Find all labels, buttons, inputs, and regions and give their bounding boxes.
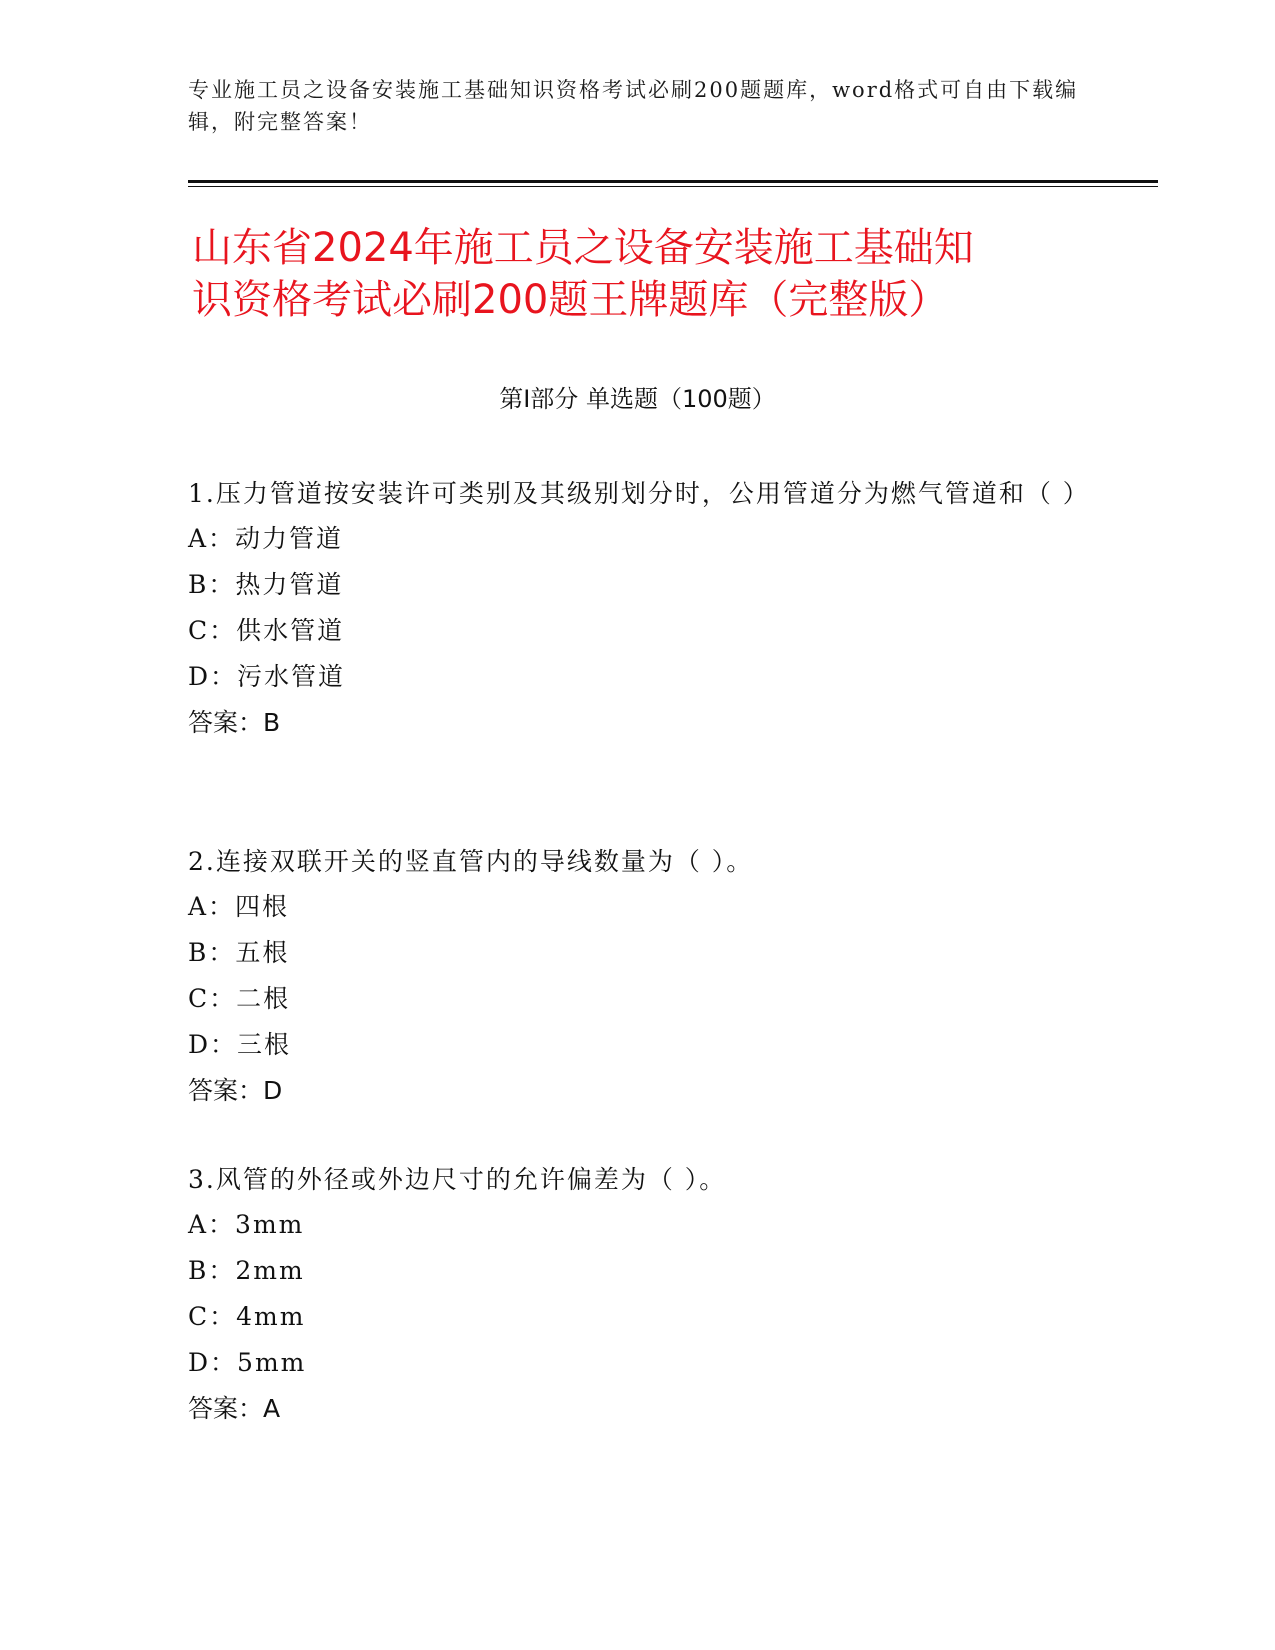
question-1: [188, 472, 1088, 746]
section-title: 第Ⅰ部分 单选题（100题）: [499, 385, 776, 413]
document-title-line2: 识资格考试必刷200题王牌题库（完整版）: [192, 277, 949, 323]
question-3: [188, 1158, 1088, 1432]
option-a: A：四根: [188, 892, 290, 921]
header-divider-thick: [188, 180, 1158, 183]
header-divider-thin: [188, 186, 1158, 187]
option-c: C：4mm: [188, 1302, 306, 1331]
answer: 答案：D: [188, 1076, 283, 1105]
question-2: [188, 840, 1088, 1114]
document-title-line1: 山东省2024年施工员之设备安装施工基础知: [192, 225, 974, 271]
option-d: D：5mm: [188, 1348, 307, 1377]
option-c: C：二根: [188, 984, 291, 1013]
option-c: C：供水管道: [188, 616, 345, 645]
option-d: D：污水管道: [188, 662, 346, 691]
answer: 答案：A: [188, 1394, 281, 1423]
option-b: B：五根: [188, 938, 290, 967]
question-stem: 1.压力管道按安装许可类别及其级别划分时，公用管道分为燃气管道和（ ）: [188, 479, 1090, 508]
option-a: A：动力管道: [188, 524, 344, 553]
question-stem: 2.连接双联开关的竖直管内的导线数量为（ ）。: [188, 847, 754, 876]
document-title: [192, 222, 1092, 326]
header-note: 专业施工员之设备安装施工基础知识资格考试必刷200题题库，word格式可自由下载编辑，附完整答案！: [188, 78, 1079, 134]
answer: 答案：B: [188, 708, 281, 737]
option-a: A：3mm: [188, 1210, 305, 1239]
option-b: B：热力管道: [188, 570, 344, 599]
option-b: B：2mm: [188, 1256, 305, 1285]
option-d: D：三根: [188, 1030, 292, 1059]
question-stem: 3.风管的外径或外边尺寸的允许偏差为（ ）。: [188, 1165, 727, 1194]
